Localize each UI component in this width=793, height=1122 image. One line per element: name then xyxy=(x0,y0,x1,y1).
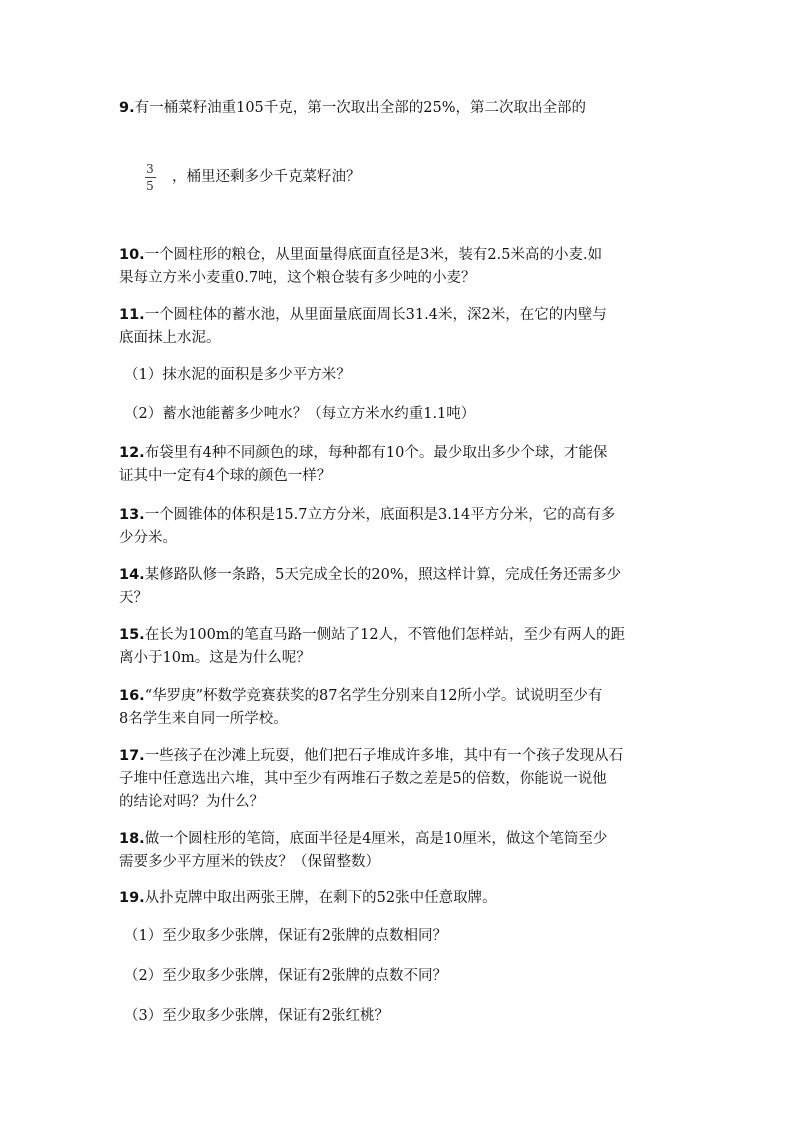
sub-question: （2）蓄水池能蓄多少吨水？（每立方米水约重1.1吨） xyxy=(124,406,476,422)
question-11 xyxy=(119,304,607,326)
sub-question: （1）至少取多少张牌，保证有2张牌的点数相同？ xyxy=(124,928,447,944)
question-text: 底面抹上水泥。 xyxy=(119,330,221,346)
question-text: 做一个圆柱形的笔筒，底面半径是4厘米，高是10厘米，做这个笔筒至少 xyxy=(144,831,608,847)
question-text: 果每立方米小麦重0.7吨，这个粮仓装有多少吨的小麦？ xyxy=(119,270,476,286)
question-number: 10. xyxy=(119,247,145,263)
fraction-numerator: 3 xyxy=(146,162,154,176)
question-10 xyxy=(119,244,602,266)
question-12 xyxy=(119,442,607,464)
question-text: ，桶里还剩多少千克菜籽油？ xyxy=(172,169,361,185)
question-number: 17. xyxy=(119,748,145,764)
question-16 xyxy=(119,685,602,707)
question-text: 少分米。 xyxy=(119,530,177,546)
question-18 xyxy=(119,828,607,850)
fraction-bar xyxy=(145,177,156,178)
question-text: 证其中一定有4个球的颜色一样？ xyxy=(119,468,332,484)
question-text: 从扑克牌中取出两张王牌，在剩下的52张中任意取牌。 xyxy=(144,890,497,906)
question-19 xyxy=(119,887,497,909)
question-text: “华罗庚”杯数学竞赛获奖的87名学生分别来自12所小学。试说明至少有 xyxy=(144,688,603,704)
question-text: 有一桶菜籽油重105千克，第一次取出全部的25%，第二次取出全部的 xyxy=(134,100,587,116)
question-text: 一个圆柱形的粮仓，从里面量得底面直径是3米，装有2.5米高的小麦.如 xyxy=(144,247,603,263)
question-text: 8名学生来自同一所学校。 xyxy=(119,711,288,727)
fraction-denominator: 5 xyxy=(146,179,154,193)
question-15 xyxy=(119,624,625,646)
question-text: 一个圆柱体的蓄水池，从里面量底面周长31.4米，深2米，在它的内壁与 xyxy=(144,307,607,323)
question-number: 13. xyxy=(119,507,145,523)
question-number: 9. xyxy=(119,100,135,116)
sub-question: （1）抹水泥的面积是多少平方米？ xyxy=(124,367,351,383)
question-text: 某修路队修一条路，5天完成全长的20%，照这样计算，完成任务还需多少 xyxy=(144,567,622,583)
sub-question: （3）至少取多少张牌，保证有2张红桃？ xyxy=(124,1008,389,1024)
question-number: 11. xyxy=(119,307,145,323)
question-text: 布袋里有4种不同颜色的球，每种都有10个。最少取出多少个球，才能保 xyxy=(144,445,608,461)
question-text: 天？ xyxy=(119,590,148,606)
question-text: 子堆中任意选出六堆，其中至少有两堆石子数之差是5的倍数，你能说一说他 xyxy=(119,771,607,787)
question-number: 16. xyxy=(119,688,145,704)
question-number: 12. xyxy=(119,445,145,461)
question-17 xyxy=(119,745,623,767)
sub-question: （2）至少取多少张牌，保证有2张牌的点数不同？ xyxy=(124,968,447,984)
question-14 xyxy=(119,564,621,586)
question-text: 需要多少平方厘米的铁皮？（保留整数） xyxy=(119,854,380,870)
question-13 xyxy=(119,504,615,526)
question-text: 一个圆锥体的体积是15.7立方分米，底面积是3.14平方分米，它的高有多 xyxy=(144,507,616,523)
question-number: 18. xyxy=(119,831,145,847)
question-9 xyxy=(119,97,586,119)
question-number: 19. xyxy=(119,890,145,906)
question-text: 离小于10m。这是为什么呢？ xyxy=(119,650,311,666)
question-text: 在长为100m的笔直马路一侧站了12人，不管他们怎样站，至少有两人的距 xyxy=(144,627,626,643)
fraction xyxy=(140,162,160,193)
question-text: 的结论对吗？为什么？ xyxy=(119,794,264,810)
question-text: 一些孩子在沙滩上玩耍，他们把石子堆成许多堆，其中有一个孩子发现从石 xyxy=(144,748,624,764)
question-number: 15. xyxy=(119,627,145,643)
question-number: 14. xyxy=(119,567,145,583)
